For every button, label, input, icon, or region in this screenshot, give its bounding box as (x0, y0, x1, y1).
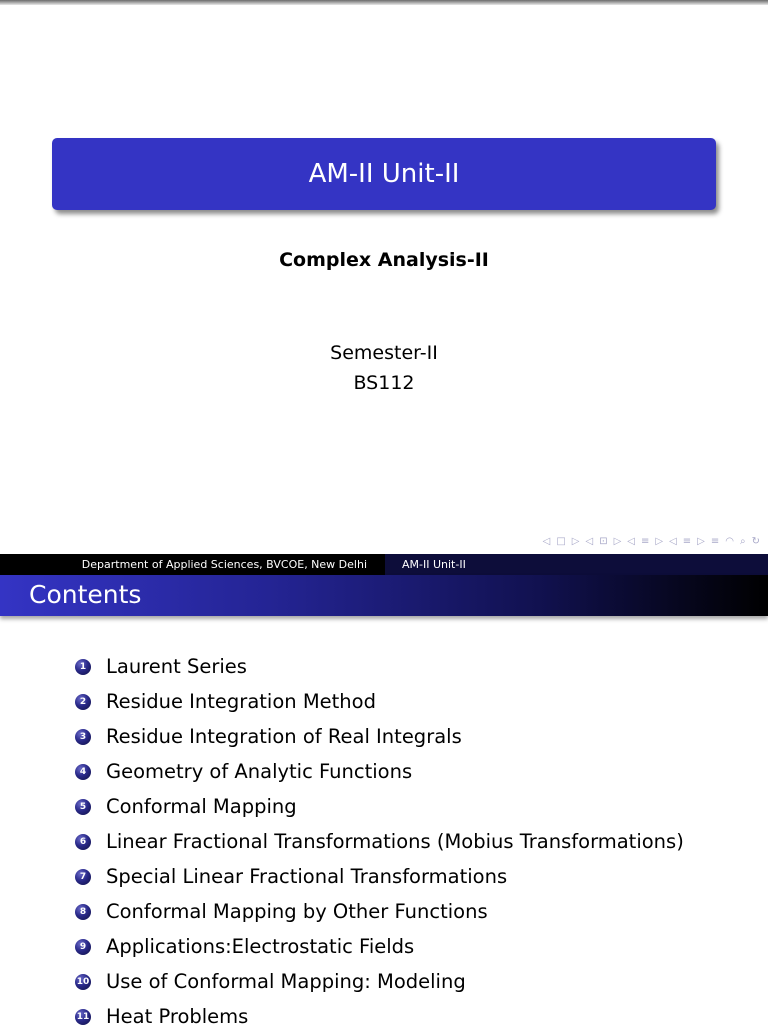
contents-item[interactable] (75, 964, 684, 999)
nav-prev-section-icon[interactable]: ◁ (627, 536, 635, 547)
contents-item-number-bullet: 6 (75, 834, 91, 850)
contents-item-number-bullet: 9 (75, 939, 91, 955)
contents-item-number-bullet: 2 (75, 694, 91, 710)
contents-item[interactable] (75, 649, 684, 684)
contents-item-number-bullet: 5 (75, 799, 91, 815)
beamer-navigation-symbols[interactable] (543, 536, 760, 547)
nav-next-frame-icon[interactable]: ▷ (571, 536, 580, 547)
nav-subsection-icon[interactable]: ≡ (682, 536, 692, 547)
contents-item-number-bullet: 1 (75, 659, 91, 675)
course-code-text: BS112 (353, 372, 415, 394)
contents-item[interactable] (75, 754, 684, 789)
contents-item[interactable] (75, 859, 684, 894)
slide-title-box (52, 138, 716, 210)
semester-text: Semester-II (330, 342, 438, 364)
contents-item[interactable] (75, 894, 684, 929)
frame-title: Contents (29, 580, 142, 609)
contents-item-text[interactable]: Laurent Series (106, 655, 247, 678)
contents-item-number-bullet: 4 (75, 764, 91, 780)
contents-item-text[interactable]: Residue Integration Method (106, 690, 376, 713)
contents-item[interactable] (75, 684, 684, 719)
nav-prev-subsection-icon[interactable]: ◁ (669, 536, 677, 547)
contents-item-text[interactable]: Special Linear Fractional Transformations (106, 865, 508, 888)
contents-item[interactable] (75, 929, 684, 964)
contents-slide (0, 554, 768, 1028)
contents-item-number-bullet: 10 (75, 974, 91, 990)
nav-next-subsection-icon[interactable]: ▷ (697, 536, 705, 547)
contents-item-text[interactable]: Conformal Mapping by Other Functions (106, 900, 488, 923)
nav-slide-icon[interactable]: ⊡ (599, 536, 608, 547)
contents-item-number-bullet: 8 (75, 904, 91, 920)
contents-item-text[interactable]: Residue Integration of Real Integrals (106, 725, 462, 748)
nav-prev-slide-icon[interactable]: ◁ (585, 536, 594, 547)
headline-short-title: AM-II Unit-II (385, 554, 768, 575)
title-slide (0, 5, 768, 554)
slide-headline (0, 554, 768, 575)
headline-institution: Department of Applied Sciences, BVCOE, New Delhi (0, 554, 385, 575)
nav-frame-icon[interactable]: □ (556, 536, 566, 547)
contents-item-number-bullet: 3 (75, 729, 91, 745)
nav-forward-icon[interactable]: ↻ (751, 536, 760, 547)
nav-section-icon[interactable]: ≡ (640, 536, 650, 547)
contents-item-text[interactable]: Linear Fractional Transformations (Mobius Transformations) (106, 830, 684, 853)
nav-search-icon[interactable]: ⌕ (740, 536, 746, 547)
contents-item-text[interactable]: Geometry of Analytic Functions (106, 760, 413, 783)
contents-item-text[interactable]: Use of Conformal Mapping: Modeling (106, 970, 466, 993)
nav-next-slide-icon[interactable]: ▷ (613, 536, 622, 547)
slide-title: AM-II Unit-II (308, 159, 460, 189)
nav-back-icon[interactable]: ◠ (725, 536, 734, 547)
contents-item[interactable] (75, 719, 684, 754)
slide-subtitle: Complex Analysis-II (279, 249, 489, 271)
contents-item-text[interactable]: Conformal Mapping (106, 795, 297, 818)
contents-item[interactable] (75, 789, 684, 824)
contents-item-number-bullet: 7 (75, 869, 91, 885)
contents-item-number-bullet: 11 (75, 1009, 91, 1025)
contents-item-text[interactable]: Applications:Electrostatic Fields (106, 935, 415, 958)
contents-item[interactable] (75, 999, 684, 1034)
contents-item[interactable] (75, 824, 684, 859)
contents-list (75, 649, 684, 1034)
nav-toc-icon[interactable]: ≡ (710, 536, 720, 547)
nav-prev-frame-icon[interactable]: ◁ (542, 536, 551, 547)
nav-next-section-icon[interactable]: ▷ (655, 536, 664, 547)
contents-item-text[interactable]: Heat Problems (106, 1005, 249, 1028)
frametitle-bar (0, 575, 768, 616)
